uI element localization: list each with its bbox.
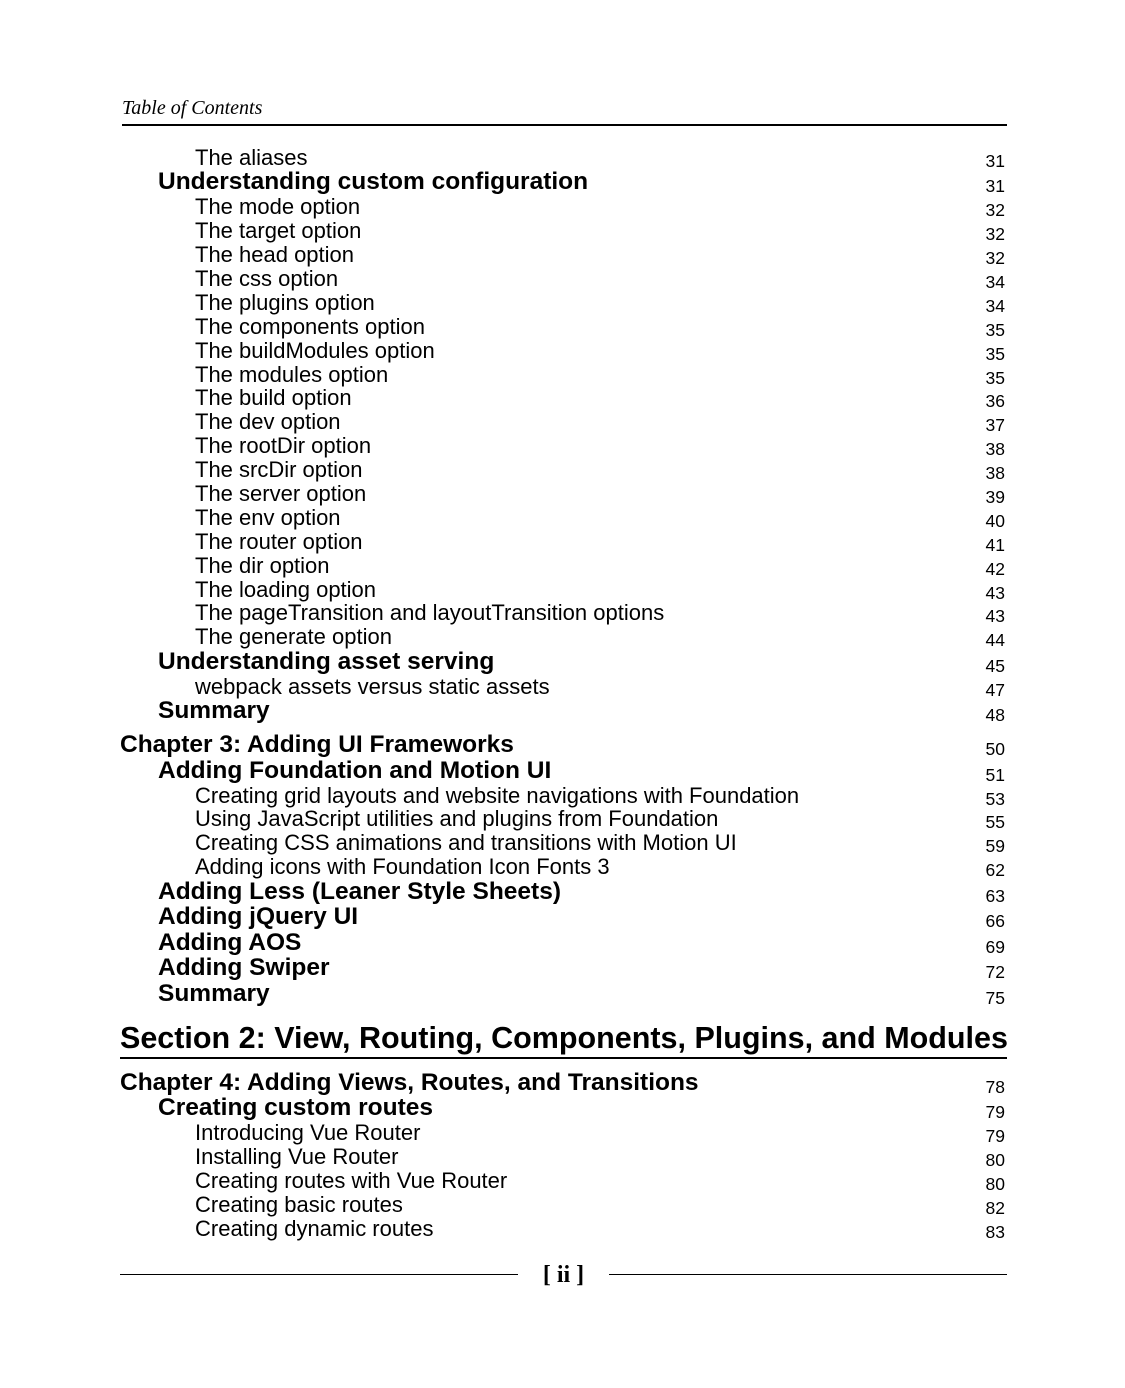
toc-entry-page-number: 55: [985, 812, 1005, 833]
page-number: [ ii ]: [542, 1262, 585, 1288]
toc-entry-page-number: 79: [985, 1102, 1005, 1123]
toc-entry-page-number: 38: [985, 439, 1005, 460]
toc-entry-title: The css option: [195, 265, 339, 291]
toc-entry-subheading[interactable]: [120, 363, 1007, 387]
toc-entry-subheading[interactable]: [120, 1169, 1007, 1193]
toc-section-heading: [120, 1007, 1007, 1062]
toc-entry-page-number: 80: [985, 1173, 1005, 1194]
toc-entry-heading[interactable]: [120, 956, 1007, 982]
toc-entry-page-number: 53: [985, 788, 1005, 809]
toc-entry-subheading[interactable]: [120, 1121, 1007, 1145]
toc-entry-page-number: 36: [985, 391, 1005, 412]
toc-entry-subheading[interactable]: [120, 554, 1007, 578]
toc-entry-subheading[interactable]: [120, 434, 1007, 458]
toc-entry-page-number: 35: [985, 367, 1005, 388]
toc-entry-subheading[interactable]: [120, 1217, 1007, 1241]
toc-entry-page-number: 63: [985, 885, 1005, 906]
toc-entry-title: The plugins option: [195, 289, 375, 315]
toc-entry-subheading[interactable]: [120, 675, 1007, 699]
toc-entry-title: Adding AOS: [158, 928, 302, 956]
toc-entry-title: The head option: [195, 242, 355, 268]
toc-entry-page-number: 79: [985, 1126, 1005, 1147]
toc-entry-title: Summary: [158, 979, 270, 1007]
toc-entry-page-number: 31: [985, 176, 1005, 197]
section-title: Section 2: View, Routing, Components, Plugins, and Modules: [120, 1020, 1008, 1055]
page-footer: [120, 1262, 1007, 1288]
toc-entry-title: The loading option: [195, 576, 377, 602]
toc-entry-title: Creating dynamic routes: [195, 1215, 434, 1241]
toc-entry-title: Understanding custom configuration: [158, 168, 589, 196]
toc-entry-page-number: 51: [985, 764, 1005, 785]
toc-entry-subheading[interactable]: [120, 1145, 1007, 1169]
toc-entry-title: The buildModules option: [195, 337, 435, 363]
toc-entry-subheading[interactable]: [120, 784, 1007, 808]
toc-entry-title: Adding jQuery UI: [158, 903, 359, 931]
toc-entry-title: webpack assets versus static assets: [195, 673, 550, 699]
toc-entry-page-number: 69: [985, 936, 1005, 957]
toc-entry-heading[interactable]: [120, 930, 1007, 956]
toc-entry-title: Creating grid layouts and website navigations with Foundation: [195, 782, 800, 808]
toc-entry-title: The build option: [195, 385, 352, 411]
toc-entry-title: The router option: [195, 528, 363, 554]
toc-entry-title: The modules option: [195, 361, 389, 387]
toc-entry-subheading[interactable]: [120, 482, 1007, 506]
toc-entry-title: Creating routes with Vue Router: [195, 1167, 508, 1193]
toc-entry-page-number: 39: [985, 486, 1005, 507]
toc-entry-title: Adding Swiper: [158, 954, 330, 982]
toc-entry-title: The server option: [195, 480, 367, 506]
toc-entry-title: The rootDir option: [195, 433, 372, 459]
toc-entry-page-number: 32: [985, 200, 1005, 221]
toc-entry-page-number: 43: [985, 606, 1005, 627]
toc-entry-subheading[interactable]: [120, 530, 1007, 554]
toc-entry-heading[interactable]: [120, 905, 1007, 931]
toc-entry-page-number: 40: [985, 510, 1005, 531]
toc-entry-subheading[interactable]: [120, 339, 1007, 363]
toc-entry-page-number: 80: [985, 1150, 1005, 1171]
toc-entry-title: The target option: [195, 218, 362, 244]
toc-entry-subheading[interactable]: [120, 387, 1007, 411]
toc-entry-page-number: 37: [985, 415, 1005, 436]
toc-entry-subheading[interactable]: [120, 506, 1007, 530]
toc-entry-title: The env option: [195, 504, 341, 530]
toc-entry-subheading[interactable]: [120, 855, 1007, 879]
toc-entry-page-number: 83: [985, 1221, 1005, 1242]
toc-entry-subheading[interactable]: [120, 195, 1007, 219]
toc-entry-page-number: 41: [985, 534, 1005, 555]
toc-entry-subheading[interactable]: [120, 291, 1007, 315]
toc-entry-page-number: 47: [985, 679, 1005, 700]
toc-entry-page-number: 44: [985, 630, 1005, 651]
toc-entry-page-number: 32: [985, 248, 1005, 269]
toc-entry-page-number: 66: [985, 911, 1005, 932]
toc-entry-title: The components option: [195, 313, 425, 339]
toc-entry-subheading[interactable]: [120, 315, 1007, 339]
toc-entry-page-number: 32: [985, 224, 1005, 245]
toc-entry-heading[interactable]: [120, 170, 1007, 196]
toc-entry-page-number: 38: [985, 463, 1005, 484]
toc-entry-title: Creating CSS animations and transitions with Motion UI: [195, 830, 737, 856]
table-of-contents: [120, 146, 1007, 1241]
toc-entry-page-number: 35: [985, 343, 1005, 364]
toc-entry-title: Introducing Vue Router: [195, 1120, 421, 1146]
toc-entry-page-number: 72: [985, 962, 1005, 983]
toc-entry-page-number: 34: [985, 271, 1005, 292]
toc-entry-page-number: 62: [985, 860, 1005, 881]
toc-entry-title: The dir option: [195, 552, 330, 578]
toc-entry-subheading[interactable]: [120, 458, 1007, 482]
page-header: [122, 94, 1007, 126]
toc-entry-title: Adding Foundation and Motion UI: [158, 756, 552, 784]
toc-entry-page-number: 31: [985, 150, 1005, 171]
toc-entry-page-number: 43: [985, 582, 1005, 603]
toc-entry-title: Creating basic routes: [195, 1191, 403, 1217]
running-header-title: Table of Contents: [122, 97, 263, 119]
toc-entry-heading[interactable]: [120, 1096, 1007, 1122]
toc-entry-title: Adding Less (Leaner Style Sheets): [158, 877, 561, 905]
toc-entry-subheading[interactable]: [120, 1193, 1007, 1217]
toc-entry-page-number: 75: [985, 987, 1005, 1008]
footer-rule-right: [609, 1274, 1007, 1275]
toc-entry-title: The aliases: [195, 144, 308, 170]
toc-entry-page-number: 82: [985, 1197, 1005, 1218]
toc-entry-heading[interactable]: [120, 981, 1007, 1007]
toc-entry-page-number: 78: [985, 1076, 1005, 1097]
toc-entry-heading[interactable]: [120, 879, 1007, 905]
toc-entry-chapter[interactable]: [120, 724, 1007, 758]
toc-entry-page-number: 45: [985, 655, 1005, 676]
toc-entry-title: The mode option: [195, 194, 361, 220]
toc-entry-subheading[interactable]: [120, 808, 1007, 832]
toc-entry-title: The srcDir option: [195, 457, 363, 483]
toc-entry-title: Summary: [158, 697, 270, 725]
toc-entry-title: Chapter 4: Adding Views, Routes, and Transitions: [120, 1068, 699, 1096]
toc-entry-page-number: 42: [985, 558, 1005, 579]
toc-entry-title: Chapter 3: Adding UI Frameworks: [120, 731, 514, 759]
toc-entry-subheading[interactable]: [120, 625, 1007, 649]
toc-entry-title: Installing Vue Router: [195, 1144, 399, 1170]
toc-entry-title: Using JavaScript utilities and plugins from Foundation: [195, 806, 719, 832]
toc-entry-title: The generate option: [195, 624, 392, 650]
toc-entry-subheading[interactable]: [120, 146, 1007, 170]
toc-entry-subheading[interactable]: [120, 831, 1007, 855]
toc-entry-heading[interactable]: [120, 699, 1007, 725]
toc-entry-title: The pageTransition and layoutTransition options: [195, 600, 665, 626]
toc-entry-subheading[interactable]: [120, 243, 1007, 267]
section-rule: [120, 1057, 1007, 1059]
toc-entry-subheading[interactable]: [120, 578, 1007, 602]
toc-entry-heading[interactable]: [120, 649, 1007, 675]
toc-entry-subheading[interactable]: [120, 267, 1007, 291]
toc-entry-subheading[interactable]: [120, 602, 1007, 626]
toc-entry-title: Understanding asset serving: [158, 647, 495, 675]
toc-entry-page-number: 35: [985, 319, 1005, 340]
toc-entry-page-number: 48: [985, 705, 1005, 726]
toc-entry-page-number: 34: [985, 295, 1005, 316]
toc-entry-subheading[interactable]: [120, 219, 1007, 243]
toc-entry-page-number: 59: [985, 836, 1005, 857]
toc-entry-page-number: 50: [985, 739, 1005, 760]
toc-entry-subheading[interactable]: [120, 410, 1007, 434]
toc-entry-title: Adding icons with Foundation Icon Fonts 3: [195, 854, 610, 880]
toc-entry-heading[interactable]: [120, 758, 1007, 784]
toc-entry-chapter[interactable]: [120, 1062, 1007, 1096]
toc-entry-title: Creating custom routes: [158, 1094, 433, 1122]
toc-entry-title: The dev option: [195, 409, 341, 435]
